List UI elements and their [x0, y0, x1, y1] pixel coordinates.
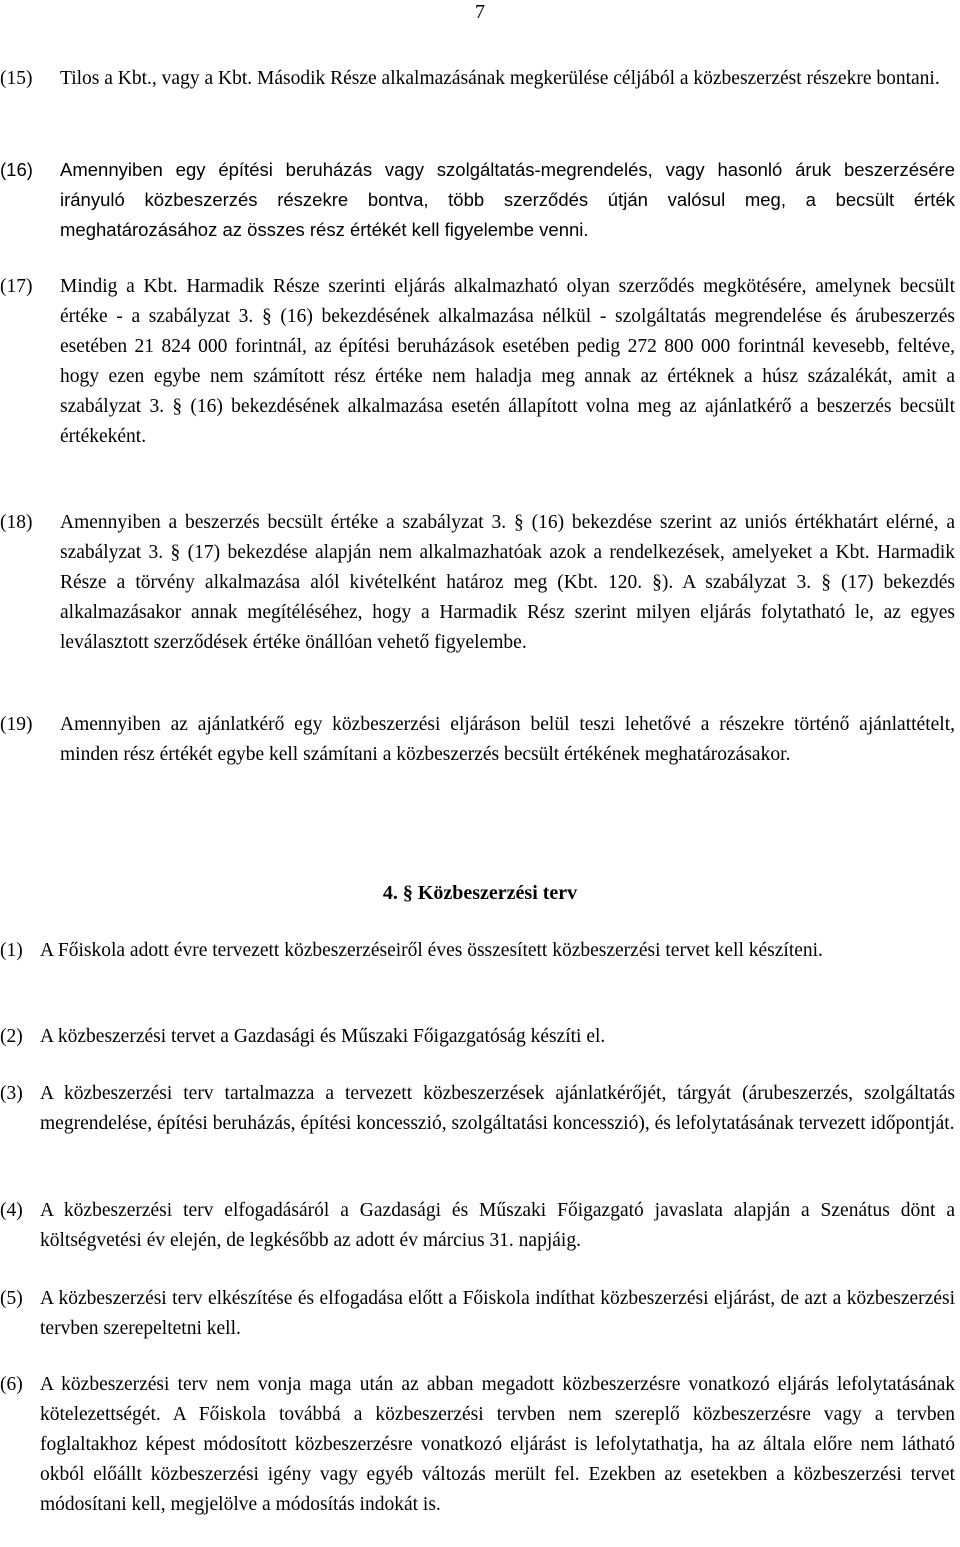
paragraph-number: (17) — [0, 276, 33, 297]
paragraph-text: A közbeszerzési tervet a Gazdasági és Műszaki Főigazgatóság készíti el. — [40, 1026, 606, 1047]
paragraph-text: A Főiskola adott évre tervezett közbeszerzéseiről éves összesített közbeszerzési tervet kell készíteni. — [40, 940, 823, 961]
paragraph-text: A közbeszerzési terv elkészítése és elfogadása előtt a Főiskola indíthat közbeszerzési eljárást, de azt a közbeszerzési tervben szerepeltetni kell. — [40, 1288, 955, 1339]
plan-paragraph-6 — [0, 1370, 955, 1520]
paragraph-text: A közbeszerzési terv tartalmazza a tervezett közbeszerzések ajánlatkérőjét, tárgyát (árubeszerzés, szolgáltatás megrendelése, építési beruházás, építési koncesszió, szolgáltatási koncesszió), és lefolytatásának tervezett időpontját. — [40, 1083, 955, 1134]
paragraph-number: (2) — [0, 1026, 23, 1047]
plan-paragraph-2 — [0, 1022, 955, 1052]
section-heading: 4. § Közbeszerzési terv — [382, 882, 578, 904]
paragraph-text: Amennyiben egy építési beruházás vagy szolgáltatás-megrendelés, vagy hasonló áruk beszerzésére irányuló közbeszerzés részekre bontva, több szerződés útján valósul meg, a becsült érték meghatározásához az összes rész értékét kell figyelembe venni. — [60, 159, 955, 240]
paragraph-text: A közbeszerzési terv nem vonja maga után az abban megadott közbeszerzésre vonatkozó eljárás lefolytatásának kötelezettségét. A Főiskola továbbá a közbeszerzési tervben nem szereplő közbeszerzésre vagy a tervben foglaltakhoz képest módosított közbeszerzésre vonatkozó eljárást is lefolytathatja, ha az általa előre nem látható okból előállt közbeszerzési igény vagy egyéb változás merült fel. Ezekben az esetekben a közbeszerzési tervet módosítani kell, megjelölve a módosítás indokát is. — [40, 1374, 955, 1515]
plan-paragraph-1 — [0, 936, 955, 966]
paragraph-number: (3) — [0, 1083, 23, 1104]
paragraph-number: (15) — [0, 68, 33, 89]
paragraph-number: (16) — [0, 159, 33, 180]
paragraph-number: (19) — [0, 714, 33, 735]
plan-paragraph-5 — [0, 1284, 955, 1344]
paragraph-18 — [0, 508, 955, 658]
paragraph-number: (4) — [0, 1200, 23, 1221]
page-number: 7 — [475, 1, 485, 23]
paragraph-text: A közbeszerzési terv elfogadásáról a Gazdasági és Műszaki Főigazgató javaslata alapján a Szenátus dönt a költségvetési év elején, de legkésőbb az adott év március 31. napjáig. — [40, 1200, 955, 1251]
paragraph-17 — [0, 272, 955, 452]
paragraph-text: Tilos a Kbt., vagy a Kbt. Második Része alkalmazásának megkerülése céljából a közbeszerzést részekre bontani. — [60, 68, 940, 89]
paragraph-number: (1) — [0, 940, 23, 961]
paragraph-text: Mindig a Kbt. Harmadik Része szerinti eljárás alkalmazható olyan szerződés megkötésére, amelynek becsült értéke - a szabályzat 3. § (16) bekezdésének alkalmazása nélkül - szolgáltatás megrendelése és árubeszerzés esetében 21 824 000 forintnál, az építési beruházások esetében pedig 272 800 000 forintnál kevesebb, feltéve, hogy ezen egybe nem számított rész értéke nem haladja meg annak az értéknek a húsz százalékát, amit a szabályzat 3. § (16) bekezdésének alkalmazása esetén állapított volna meg az ajánlatkérő a beszerzés becsült értékeként. — [60, 276, 955, 447]
plan-paragraph-4 — [0, 1196, 955, 1256]
paragraph-number: (5) — [0, 1288, 23, 1309]
paragraph-text: Amennyiben a beszerzés becsült értéke a szabályzat 3. § (16) bekezdése szerint az uniós értékhatárt elérné, a szabályzat 3. § (17) bekezdése alapján nem alkalmazhatóak azok a rendelkezések, amelyeket a Kbt. Harmadik Része a törvény alkalmazása alól kivételként határoz meg (Kbt. 120. §). A szabályzat 3. § (17) bekezdés alkalmazásakor annak megítéléséhez, hogy a Harmadik Rész szerint milyen eljárás folytatható le, az egyes leválasztott szerződések értéke önállóan vehető figyelembe. — [60, 512, 955, 653]
paragraph-number: (18) — [0, 512, 33, 533]
paragraph-15 — [0, 64, 955, 94]
plan-paragraph-3 — [0, 1079, 955, 1139]
paragraph-19 — [0, 710, 955, 770]
paragraph-text: Amennyiben az ajánlatkérő egy közbeszerzési eljáráson belül teszi lehetővé a részekre történő ajánlattételt, minden rész értékét egybe kell számítani a közbeszerzés becsült értékének meghatározásakor. — [60, 714, 955, 765]
paragraph-16 — [0, 155, 955, 245]
paragraph-number: (6) — [0, 1374, 23, 1395]
